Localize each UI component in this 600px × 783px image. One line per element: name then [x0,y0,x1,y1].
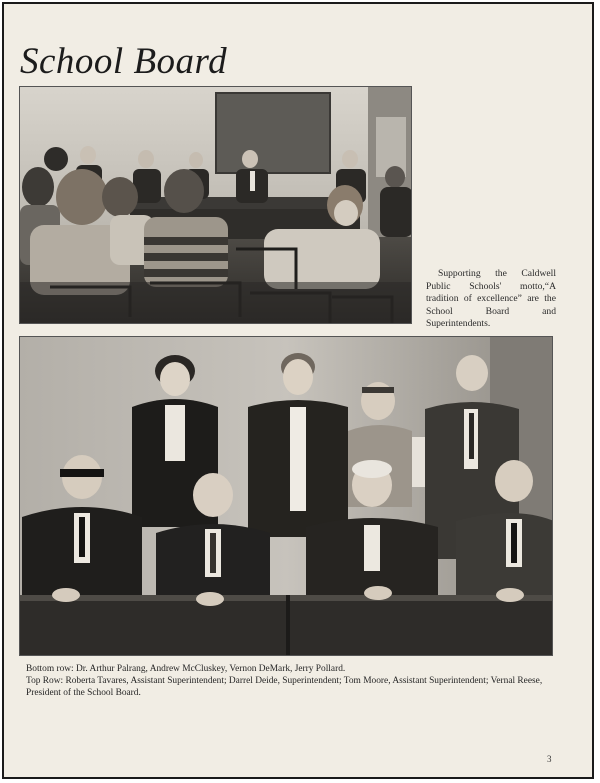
board-meeting-photo [19,86,412,324]
side-caption: Supporting the Caldwell Public Schools' motto,“A tradition of excellence” are the School Board and Superintendents. [426,268,556,330]
board-group-image [20,337,553,656]
board-meeting-image [20,87,412,324]
photo-caption [26,663,566,699]
caption-top-row: Top Row: Roberta Tavares, Assistant Superintendent; Darrel Deide, Superintendent; Tom Moore, Assistant Superintendent; Vernal Reese, President of the School Board. [26,676,543,698]
page-number: 3 [547,754,552,764]
yearbook-page [2,2,594,779]
page-title: School Board [20,41,228,82]
caption-bottom-row: Bottom row: Dr. Arthur Palrang, Andrew McCluskey, Vernon DeMark, Jerry Pollard. [26,664,346,674]
board-group-photo [19,336,553,656]
